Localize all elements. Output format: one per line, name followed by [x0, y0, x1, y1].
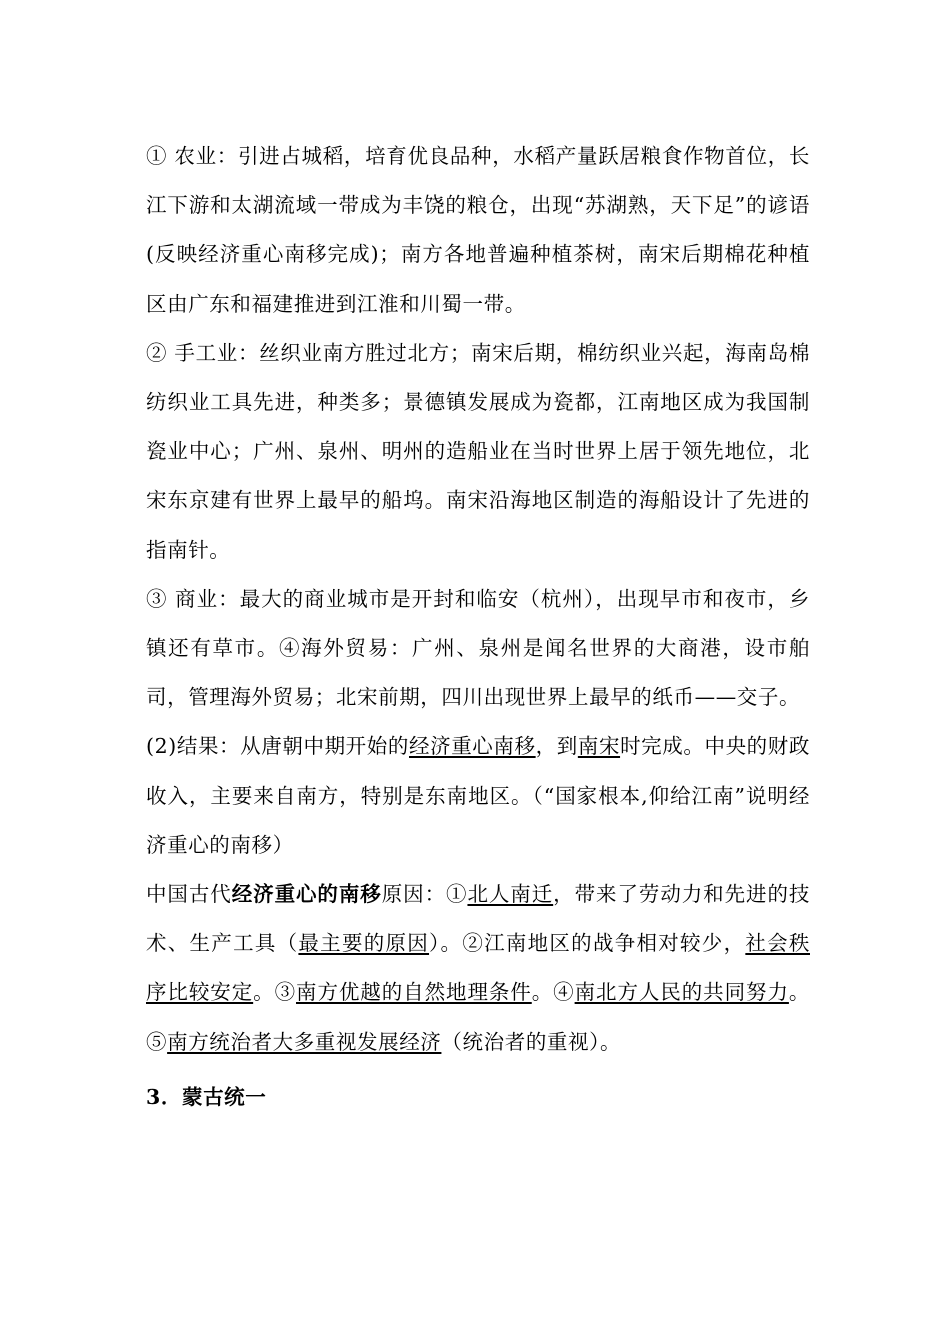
- text-run: 原因：①: [381, 882, 468, 907]
- paragraph-commerce: ③ 商业：最大的商业城市是开封和临安（杭州），出现早市和夜市，乡镇还有草市。④海外贸易：广州、泉州是闻名世界的大商港，设市舶司，管理海外贸易；北宋前期，四川出现世界上最早的纸币——交子。: [146, 586, 810, 710]
- text-run: 时完成。中央的财政收入，主要来自南方，特别是东南地区。（“国家根本,仰给江南”说明经济重心的南移）: [146, 734, 810, 857]
- text-run: 。④: [531, 980, 575, 1005]
- underlined-term: 南方优越的自然地理条件: [296, 980, 532, 1005]
- document-body: [146, 132, 810, 1122]
- paragraph-result: [146, 722, 810, 870]
- underlined-term: 北人南迁: [467, 882, 554, 907]
- underlined-term: 南宋: [577, 734, 621, 759]
- underlined-term: 社会秩序比较安定: [146, 931, 810, 1005]
- text-run: （统治者的重视）。: [441, 1029, 622, 1054]
- paragraph-reasons: [146, 870, 810, 1067]
- section-heading: 3．蒙古统一: [146, 1084, 267, 1109]
- paragraph-handicraft: ② 手工业：丝织业南方胜过北方；南宋后期，棉纺织业兴起，海南岛棉纺织业工具先进，种类多；景德镇发展成为瓷都，江南地区成为我国制瓷业中心；广州、泉州、明州的造船业在当时世界上居于领先地位，北宋东京建有世界上最早的船坞。南宋沿海地区制造的海船设计了先进的指南针。: [146, 340, 810, 562]
- paragraph-agriculture: ① 农业：引进占城稻，培育优良品种，水稻产量跃居粮食作物首位，长江下游和太湖流域一带成为丰饶的粮仓，出现“苏湖熟，天下足”的谚语(反映经济重心南移完成)；南方各地普遍种植茶树，南宋后期棉花种植区由广东和福建推进到江淮和川蜀一带。: [146, 144, 810, 316]
- underlined-term: 南方统治者大多重视发展经济: [167, 1029, 442, 1054]
- text-run: ，带来了劳动力和先进的技术、生产工具（: [146, 882, 810, 956]
- text-run: (2)结果：从唐朝中期开始的: [146, 734, 409, 759]
- text-run: 。⑤: [146, 980, 811, 1054]
- text-run: ）。②江南地区的战争相对较少，: [429, 931, 746, 956]
- underlined-term: 经济重心南移: [409, 734, 536, 759]
- text-run: 。③: [253, 980, 297, 1005]
- underlined-term: 最主要的原因: [298, 931, 430, 956]
- text-run: ，到: [535, 734, 578, 759]
- underlined-term: 南北方人民的共同努力: [574, 980, 789, 1005]
- text-run: 中国古代: [146, 882, 232, 907]
- bold-term: 经济重心的南移: [231, 882, 382, 907]
